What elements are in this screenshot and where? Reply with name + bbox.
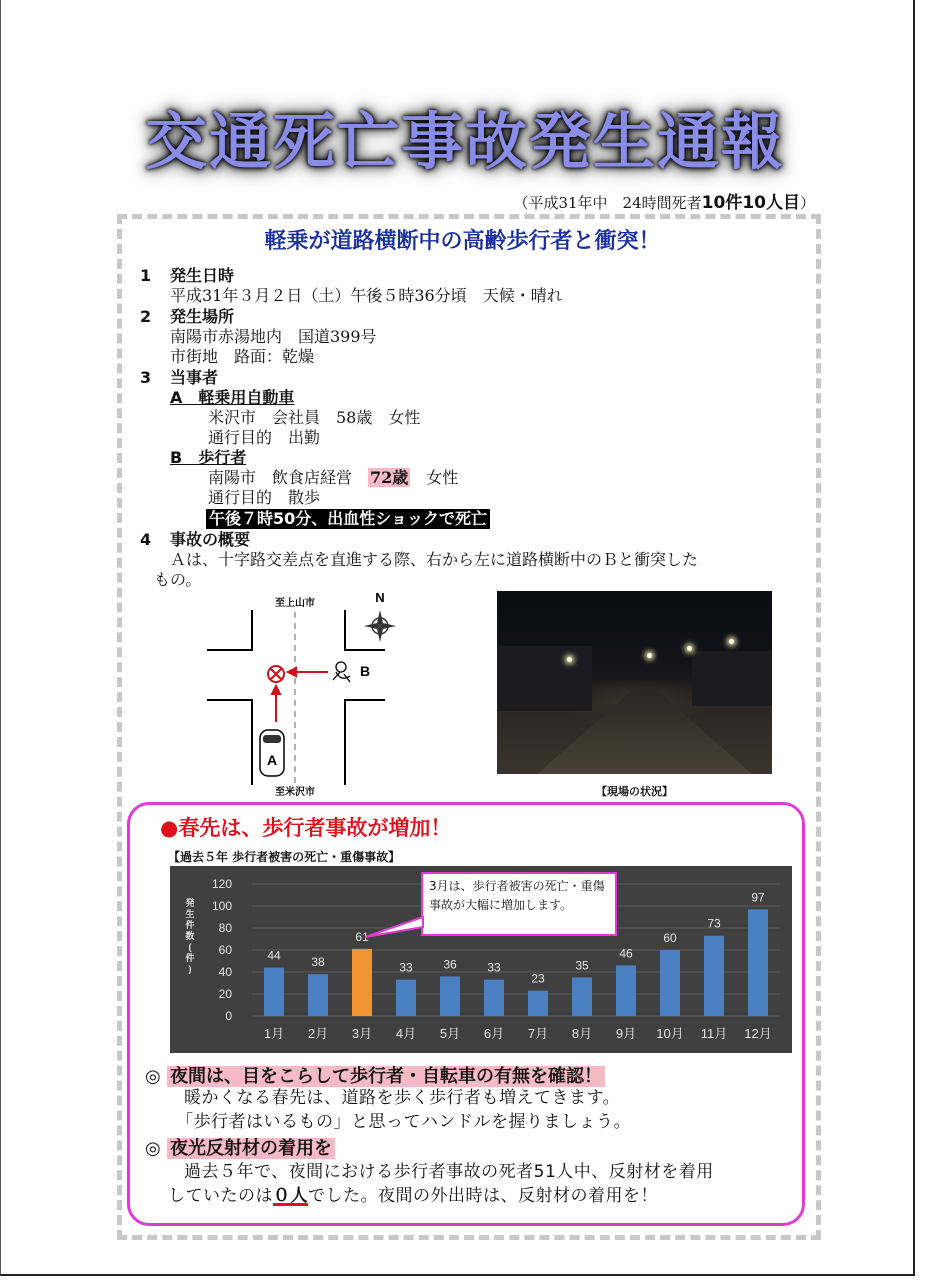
photo-light	[729, 639, 734, 644]
overview-line: もの。	[154, 570, 202, 589]
summary-prefix: （平成31年中 24時間死者	[513, 194, 702, 212]
chart-bar	[396, 980, 416, 1016]
chart-bar	[528, 991, 548, 1016]
tip-line-post: でした。夜間の外出時は、反射材の着用を！	[308, 1186, 658, 1206]
chart-data-label: 46	[619, 946, 633, 961]
chart-ytick-label: 80	[218, 921, 232, 935]
car-arrow-icon	[272, 686, 280, 722]
chart-xtick-label: 10月	[656, 1026, 684, 1041]
car-label: A	[266, 752, 278, 768]
car-icon	[260, 730, 284, 776]
chart-xtick-label: 6月	[483, 1026, 505, 1041]
photo-light	[687, 646, 692, 651]
party-b-age: 72歳	[370, 468, 409, 487]
compass-icon	[364, 590, 396, 642]
section-label: 発生場所	[170, 307, 235, 326]
chart-bar	[352, 949, 372, 1016]
chart-bar	[440, 976, 460, 1016]
chart-data-label: 38	[311, 955, 325, 970]
party-b-line	[208, 468, 458, 488]
chart-data-label: 33	[487, 960, 501, 975]
section-label: 事故の概要	[170, 530, 251, 549]
chart-bar	[748, 909, 768, 1016]
diagram-top-label: 至上山市	[275, 598, 315, 609]
chart-xtick-label: 12月	[744, 1026, 772, 1041]
overview-line: Ａは、十字路交差点を直進する際、右から左に道路横断中のＢと衝突した	[170, 550, 699, 569]
tip-line-pre: していたのは	[168, 1186, 273, 1206]
photo-caption: 【現場の状況】	[596, 785, 673, 798]
party-a-line: 米沢市 会社員 58歳 女性	[208, 408, 421, 427]
chart-xtick-label: 9月	[615, 1026, 637, 1041]
chart-ytick-label: 120	[211, 877, 232, 891]
callout-pointer	[365, 915, 435, 940]
tip-reflector	[145, 1134, 335, 1160]
chart-data-label: 36	[443, 957, 457, 972]
tip-title: 夜光反射材の着用を	[167, 1138, 335, 1159]
photo-light	[567, 657, 572, 662]
bullet-mark: ◎	[145, 1138, 161, 1159]
scene-photo	[497, 591, 772, 774]
photo-building	[692, 651, 772, 706]
tip-title: 夜間は、目をこらして歩行者・自転車の有無を確認！	[167, 1066, 605, 1087]
chart-bar	[616, 965, 636, 1016]
chart-ylabel-char: 発	[185, 898, 195, 908]
chart-data-label: 73	[707, 916, 721, 931]
bullet-mark: ◎	[145, 1066, 161, 1087]
chart-ytick-label: 100	[211, 899, 232, 913]
photo-building	[497, 646, 592, 711]
party-b-death: 午後７時50分、出血性ショックで死亡	[206, 509, 490, 529]
chart-bar	[484, 980, 504, 1016]
chart-ylabel-char: 数	[185, 931, 195, 941]
tip-line: 暖かくなる春先は、道路を歩く歩行者も増えてきます。	[184, 1088, 621, 1108]
place-line: 南陽市赤湯地内 国道399号	[170, 327, 377, 346]
chart-ytick-label: 0	[225, 1009, 232, 1023]
chart-xtick-label: 2月	[307, 1026, 329, 1041]
section-number: 3	[140, 368, 152, 387]
chart-data-label: 35	[575, 958, 589, 973]
chart-data-label: 23	[531, 971, 545, 986]
diagram-bottom-label: 至米沢市	[275, 787, 315, 798]
chart-xtick-label: 7月	[527, 1026, 549, 1041]
section-number: 4	[140, 530, 152, 549]
party-b-label: B 歩行者	[170, 448, 247, 467]
chart-ylabel	[185, 897, 194, 974]
chart-bar	[660, 950, 680, 1016]
chart-xtick-label: 1月	[263, 1026, 285, 1041]
chart-bar	[572, 978, 592, 1017]
chart-xtick-label: 5月	[439, 1026, 461, 1041]
zero-count: ０人	[273, 1186, 308, 1206]
chart-ylabel-char: )	[188, 964, 192, 974]
chart-bar	[308, 974, 328, 1016]
chart-xtick-label: 3月	[351, 1026, 373, 1041]
party-a-line: 通行目的 出勤	[208, 428, 321, 447]
tip-night-check	[145, 1062, 605, 1088]
chart-ylabel-char: 件	[185, 920, 195, 930]
chart-ytick-label: 40	[218, 965, 232, 979]
chart-xtick-label: 4月	[395, 1026, 417, 1041]
summary-count: 10件10人目	[701, 193, 800, 213]
collision-icon	[268, 666, 284, 682]
chart-ylabel-char: 件	[185, 953, 195, 963]
tip-line	[168, 1184, 658, 1208]
section-label: 発生日時	[170, 266, 235, 285]
chart-data-label: 97	[751, 890, 765, 905]
tip-line: 「歩行者はいるもの」と思ってハンドルを握りましょう。	[176, 1112, 631, 1132]
summary-suffix: ）	[799, 194, 815, 212]
party-b-line: 通行目的 散歩	[208, 488, 321, 507]
chart-bar	[704, 936, 724, 1016]
chart-callout: 3月は、歩行者被害の死亡・重傷事故が大幅に増加します。	[421, 872, 617, 936]
party-b-line-post: 女性	[410, 468, 459, 487]
chart-ylabel-char: (	[188, 942, 192, 952]
spring-section-title: ●春先は、歩行者事故が増加！	[160, 816, 452, 840]
chart-data-label: 61	[355, 929, 369, 944]
chart-ytick-label: 20	[218, 987, 232, 1001]
pedestrian-label: B	[360, 663, 371, 679]
photo-light	[647, 653, 652, 658]
road-edges	[207, 610, 385, 785]
accident-diagram	[200, 590, 430, 800]
party-a-label: A 軽乗用自動車	[170, 388, 295, 407]
chart-data-label: 33	[399, 960, 413, 975]
north-label: N	[375, 590, 385, 605]
section-number: 2	[140, 307, 152, 326]
pedestrian-icon	[333, 662, 370, 682]
headline: 軽乗が道路横断中の高齢歩行者と衝突！	[264, 229, 661, 254]
chart-xtick-label: 8月	[571, 1026, 593, 1041]
section-label: 当事者	[170, 368, 219, 387]
tip-line: 過去５年で、夜間における歩行者事故の死者51人中、反射材を着用	[184, 1162, 714, 1182]
section-number: 1	[140, 266, 152, 285]
place-line: 市街地 路面：乾燥	[170, 347, 315, 366]
chart-ytick-label: 60	[218, 943, 232, 957]
pedestrian-arrow-icon	[288, 668, 328, 676]
party-b-line-pre: 南陽市 飲食店経営	[208, 468, 369, 487]
chart-bar	[264, 968, 284, 1016]
chart-title: 【過去５年 歩行者被害の死亡・重傷事故】	[168, 850, 401, 864]
chart-ylabel-char: 生	[185, 909, 195, 919]
chart-data-label: 60	[663, 931, 677, 945]
chart-data-label: 44	[267, 948, 281, 963]
death-count-summary	[513, 188, 815, 213]
date-text: 平成31年３月２日（土）午後５時36分頃 天候・晴れ	[170, 286, 563, 305]
page-title: 交通死亡事故発生通報	[144, 105, 785, 178]
chart-xtick-label: 11月	[700, 1026, 728, 1041]
